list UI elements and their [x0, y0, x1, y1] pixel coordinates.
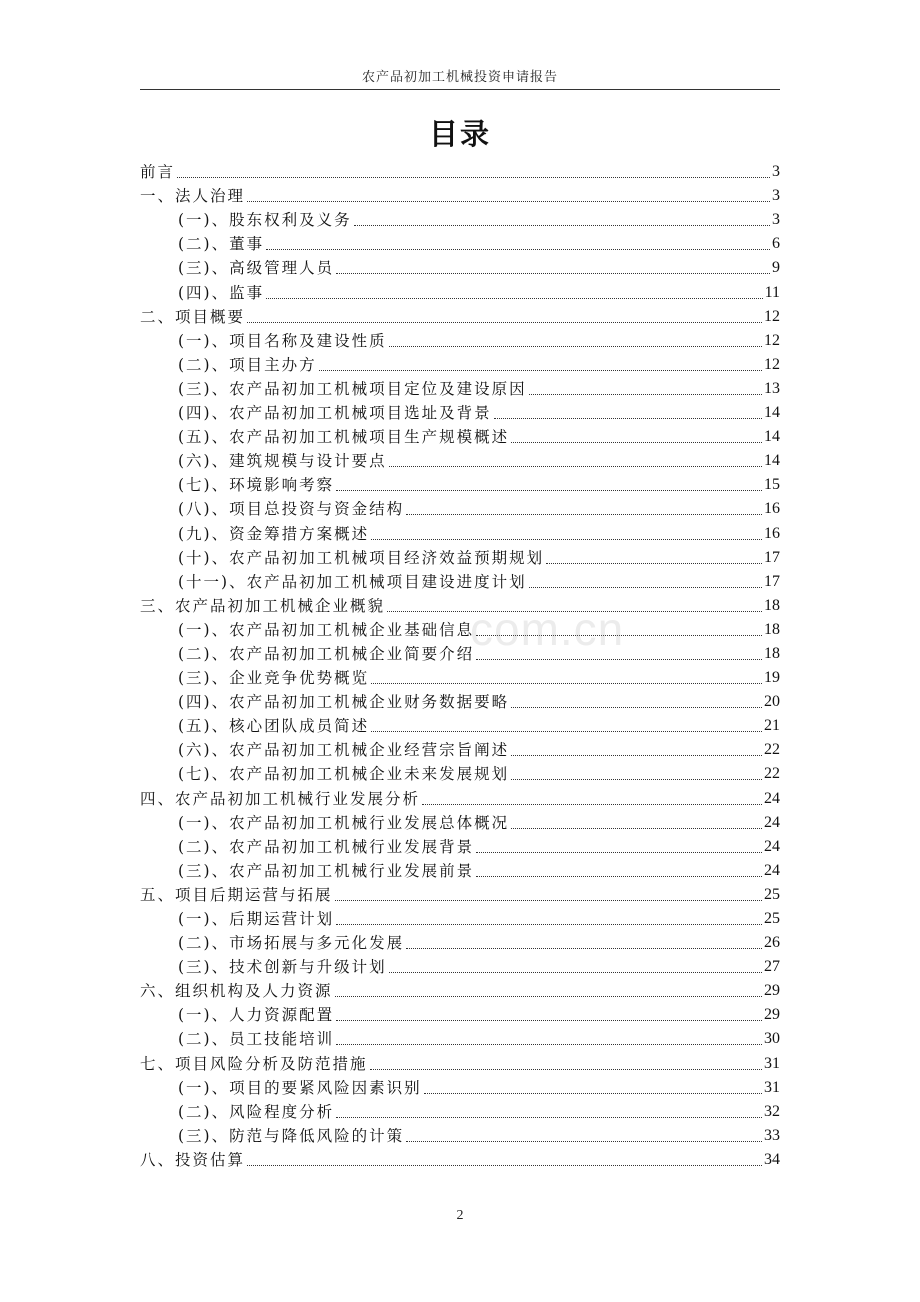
toc-entry[interactable]: [140, 329, 780, 353]
toc-entry-page: 24: [764, 837, 780, 855]
toc-entry-page: 24: [764, 813, 780, 831]
toc-entry-page: 29: [764, 1006, 780, 1024]
toc-dot-leader: [266, 298, 762, 299]
toc-entry-page: 3: [772, 187, 780, 205]
toc-dot-leader: [529, 394, 762, 395]
toc-entry-page: 17: [764, 572, 780, 590]
toc-entry[interactable]: [140, 1148, 780, 1172]
toc-entry[interactable]: [140, 811, 780, 835]
toc-dot-leader: [389, 466, 762, 467]
toc-entry-page: 24: [764, 861, 780, 879]
toc-entry-label: 六、组织机构及人力资源: [140, 982, 333, 1001]
toc-dot-leader: [511, 707, 762, 708]
toc-dot-leader: [511, 828, 762, 829]
toc-entry-label: (二)、风险程度分析: [178, 1102, 335, 1121]
toc-entry-page: 12: [764, 331, 780, 349]
toc-entry[interactable]: [140, 377, 780, 401]
toc-entry-page: 19: [764, 669, 780, 687]
toc-entry-page: 21: [764, 717, 780, 735]
toc-dot-leader: [389, 972, 762, 973]
toc-entry-page: 9: [772, 259, 780, 277]
toc-entry-label: (六)、农产品初加工机械企业经营宗旨阐述: [178, 741, 510, 760]
toc-entry-label: (二)、农产品初加工机械企业简要介绍: [178, 644, 475, 663]
toc-entry[interactable]: [140, 353, 780, 377]
watermark: com.cn: [470, 603, 625, 655]
toc-dot-leader: [424, 1093, 762, 1094]
toc-entry-label: 前言: [140, 163, 176, 182]
toc-entry[interactable]: [140, 546, 780, 570]
toc-entry-page: 16: [764, 524, 780, 542]
toc-entry-page: 3: [772, 163, 780, 181]
toc-dot-leader: [336, 490, 762, 491]
toc-entry-page: 13: [764, 379, 780, 397]
toc-entry-label: 三、农产品初加工机械企业概貌: [140, 596, 386, 615]
toc-dot-leader: [336, 1117, 762, 1118]
toc-entry-page: 31: [764, 1054, 780, 1072]
toc-entry-label: 二、项目概要: [140, 307, 246, 326]
toc-entry[interactable]: [140, 907, 780, 931]
toc-entry[interactable]: [140, 666, 780, 690]
toc-entry-page: 29: [764, 982, 780, 1000]
toc-entry-page: 12: [764, 355, 780, 373]
toc-entry[interactable]: [140, 1003, 780, 1027]
toc-entry-label: (十)、农产品初加工机械项目经济效益预期规划: [178, 548, 545, 567]
toc-entry[interactable]: [140, 1124, 780, 1148]
toc-entry[interactable]: [140, 714, 780, 738]
toc-entry-page: 14: [764, 428, 780, 446]
toc-entry-page: 11: [764, 283, 780, 301]
toc-dot-leader: [371, 731, 762, 732]
running-header: 农产品初加工机械投资申请报告: [361, 70, 558, 85]
toc-entry[interactable]: [140, 570, 780, 594]
toc-dot-leader: [335, 996, 762, 997]
toc-entry-label: (五)、农产品初加工机械项目生产规模概述: [178, 428, 510, 447]
toc-entry[interactable]: [140, 738, 780, 762]
toc-entry[interactable]: [140, 184, 780, 208]
toc-entry[interactable]: [140, 1027, 780, 1051]
toc-entry[interactable]: [140, 208, 780, 232]
toc-entry[interactable]: [140, 931, 780, 955]
toc-dot-leader: [247, 322, 762, 323]
toc-entry[interactable]: [140, 642, 780, 666]
toc-dot-leader: [511, 779, 762, 780]
toc-entry-page: 6: [772, 235, 780, 253]
toc-dot-leader: [476, 635, 762, 636]
toc-entry[interactable]: [140, 521, 780, 545]
toc-entry[interactable]: [140, 762, 780, 786]
toc-entry-label: (二)、员工技能培训: [178, 1030, 335, 1049]
toc-entry-label: (八)、项目总投资与资金结构: [178, 500, 405, 519]
toc-entry-label: (七)、农产品初加工机械企业未来发展规划: [178, 765, 510, 784]
toc-entry[interactable]: [140, 835, 780, 859]
toc-entry-label: (三)、高级管理人员: [178, 259, 335, 278]
toc-entry-label: (一)、后期运营计划: [178, 910, 335, 928]
toc-dot-leader: [266, 249, 770, 250]
toc-dot-leader: [370, 1069, 762, 1070]
toc-dot-leader: [247, 201, 770, 202]
table-of-contents: [140, 160, 780, 1172]
toc-dot-leader: [406, 948, 762, 949]
toc-entry-label: (三)、农产品初加工机械项目定位及建设原因: [178, 379, 527, 398]
toc-entry-page: 20: [764, 693, 780, 711]
toc-entry-page: 34: [764, 1150, 780, 1168]
toc-entry-label: 五、项目后期运营与拓展: [140, 885, 333, 904]
toc-entry-page: 30: [764, 1030, 780, 1048]
toc-entry[interactable]: [140, 1076, 780, 1100]
toc-entry-label: (一)、项目的要紧风险因素识别: [178, 1078, 422, 1097]
toc-entry-label: (七)、环境影响考察: [178, 476, 335, 495]
toc-dot-leader: [371, 683, 762, 684]
toc-entry-page: 16: [764, 500, 780, 518]
toc-entry-label: (一)、股东权利及义务: [178, 211, 352, 230]
toc-entry-label: (二)、农产品初加工机械行业发展背景: [178, 837, 475, 856]
toc-entry-label: (一)、项目名称及建设性质: [178, 331, 387, 350]
toc-entry[interactable]: [140, 232, 780, 256]
toc-dot-leader: [387, 611, 762, 612]
toc-entry-label: (二)、项目主办方: [178, 355, 317, 374]
toc-entry[interactable]: [140, 594, 780, 618]
toc-entry-label: (四)、农产品初加工机械企业财务数据要略: [178, 693, 510, 712]
toc-entry[interactable]: [140, 1100, 780, 1124]
toc-dot-leader: [389, 346, 762, 347]
toc-entry-label: 四、农产品初加工机械行业发展分析: [140, 789, 421, 808]
toc-entry-label: (一)、农产品初加工机械行业发展总体概况: [178, 813, 510, 832]
toc-entry[interactable]: [140, 425, 780, 449]
toc-entry-page: 22: [764, 765, 780, 783]
toc-entry-page: 3: [772, 211, 780, 229]
toc-entry[interactable]: [140, 449, 780, 473]
page-number: 2: [456, 1208, 464, 1223]
toc-dot-leader: [335, 900, 762, 901]
toc-entry[interactable]: [140, 955, 780, 979]
toc-entry-label: (三)、农产品初加工机械行业发展前景: [178, 861, 475, 880]
toc-dot-leader: [476, 876, 762, 877]
toc-entry-label: 七、项目风险分析及防范措施: [140, 1054, 368, 1073]
toc-title: 目录: [428, 117, 491, 151]
toc-entry-page: 18: [764, 644, 780, 662]
toc-dot-leader: [406, 514, 762, 515]
toc-entry-page: 24: [764, 789, 780, 807]
toc-entry-label: (一)、农产品初加工机械企业基础信息: [178, 620, 475, 639]
toc-entry[interactable]: [140, 786, 780, 810]
toc-dot-leader: [406, 1141, 762, 1142]
toc-entry[interactable]: [140, 618, 780, 642]
toc-dot-leader: [529, 587, 762, 588]
toc-entry-label: (十一)、农产品初加工机械项目建设进度计划: [178, 572, 527, 591]
toc-entry-page: 17: [764, 548, 780, 566]
toc-entry-page: 25: [764, 885, 780, 903]
toc-dot-leader: [336, 1044, 762, 1045]
toc-entry-page: 22: [764, 741, 780, 759]
toc-dot-leader: [177, 177, 770, 178]
toc-dot-leader: [319, 370, 762, 371]
toc-entry[interactable]: [140, 859, 780, 883]
toc-dot-leader: [511, 442, 762, 443]
toc-dot-leader: [494, 418, 762, 419]
toc-entry-page: 32: [764, 1102, 780, 1120]
toc-entry[interactable]: [140, 979, 780, 1003]
toc-entry-label: (九)、资金筹措方案概述: [178, 524, 370, 543]
toc-entry[interactable]: [140, 690, 780, 714]
toc-entry-label: (三)、防范与降低风险的计策: [178, 1126, 405, 1145]
toc-entry[interactable]: [140, 1051, 780, 1075]
toc-entry-label: 一、法人治理: [140, 187, 246, 206]
toc-entry[interactable]: [140, 883, 780, 907]
toc-entry-page: 25: [764, 910, 780, 927]
toc-entry-page: 27: [764, 958, 780, 976]
toc-entry-page: 14: [764, 404, 780, 422]
toc-entry-label: (六)、建筑规模与设计要点: [178, 452, 387, 471]
toc-entry-page: 14: [764, 452, 780, 470]
toc-entry-page: 18: [764, 596, 780, 614]
toc-entry[interactable]: [140, 305, 780, 329]
toc-entry-label: (四)、农产品初加工机械项目选址及背景: [178, 404, 492, 423]
toc-entry[interactable]: [140, 401, 780, 425]
header-rule: [140, 89, 780, 90]
toc-entry-page: 26: [764, 934, 780, 952]
toc-entry-page: 18: [764, 620, 780, 638]
toc-dot-leader: [546, 563, 762, 564]
toc-entry-label: (三)、技术创新与升级计划: [178, 958, 387, 977]
toc-entry[interactable]: [140, 473, 780, 497]
toc-dot-leader: [422, 804, 762, 805]
toc-dot-leader: [336, 924, 762, 925]
toc-entry-label: (二)、董事: [178, 235, 265, 254]
toc-dot-leader: [476, 659, 762, 660]
toc-entry[interactable]: [140, 256, 780, 280]
toc-dot-leader: [354, 225, 770, 226]
toc-entry-label: (三)、企业竞争优势概览: [178, 669, 370, 688]
toc-entry-label: (四)、监事: [178, 283, 265, 302]
toc-entry-label: (二)、市场拓展与多元化发展: [178, 934, 405, 953]
toc-dot-leader: [336, 273, 770, 274]
toc-entry-page: 12: [764, 307, 780, 325]
toc-entry-label: (五)、核心团队成员简述: [178, 717, 370, 736]
toc-dot-leader: [371, 539, 762, 540]
toc-dot-leader: [476, 852, 762, 853]
toc-entry-label: (一)、人力资源配置: [178, 1006, 335, 1025]
toc-entry-label: 八、投资估算: [140, 1150, 246, 1169]
toc-entry-page: 31: [764, 1078, 780, 1096]
toc-dot-leader: [511, 755, 762, 756]
toc-entry-page: 15: [764, 476, 780, 494]
toc-entry-page: 33: [764, 1126, 780, 1144]
toc-dot-leader: [247, 1165, 762, 1166]
toc-entry[interactable]: [140, 160, 780, 184]
toc-entry[interactable]: [140, 280, 780, 304]
toc-dot-leader: [336, 1020, 762, 1021]
toc-entry[interactable]: [140, 497, 780, 521]
